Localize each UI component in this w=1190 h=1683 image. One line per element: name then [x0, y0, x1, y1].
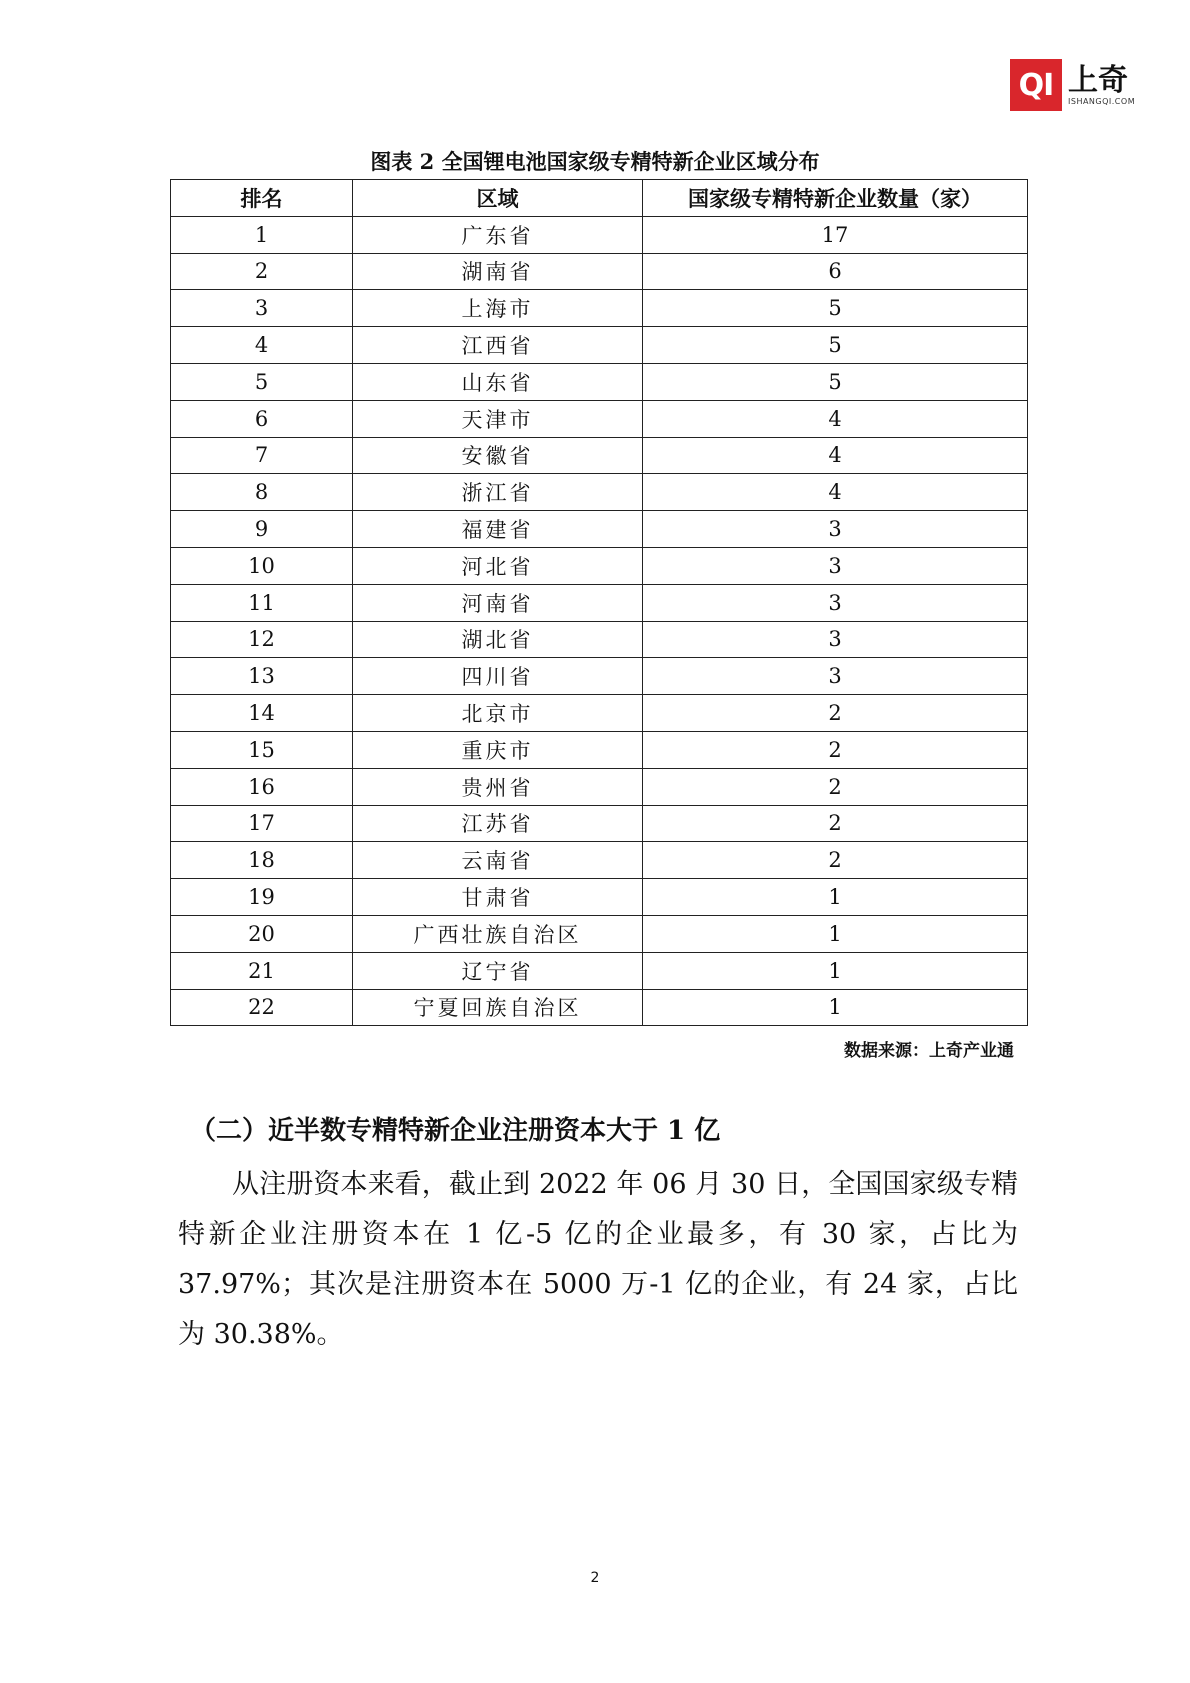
table-row: [171, 437, 1028, 474]
cell-region: 江苏省: [353, 805, 643, 842]
cell-count: 2: [643, 731, 1028, 768]
table-row: [171, 400, 1028, 437]
logo-mark: QI: [1010, 59, 1062, 111]
table-body: [171, 216, 1028, 1026]
table-row: [171, 511, 1028, 548]
cell-count: 1: [643, 915, 1028, 952]
cell-count: 3: [643, 658, 1028, 695]
cell-rank: 13: [171, 658, 353, 695]
cell-count: 3: [643, 547, 1028, 584]
table-header-row: [171, 180, 1028, 217]
cell-count: 4: [643, 400, 1028, 437]
logo-text: [1068, 62, 1136, 106]
cell-count: 5: [643, 327, 1028, 364]
cell-count: 6: [643, 253, 1028, 290]
cell-count: 2: [643, 768, 1028, 805]
table-row: [171, 290, 1028, 327]
cell-count: 1: [643, 952, 1028, 989]
cell-rank: 15: [171, 731, 353, 768]
table-row: [171, 363, 1028, 400]
cell-region: 辽宁省: [353, 952, 643, 989]
section-heading: （二）近半数专精特新企业注册资本大于 1 亿: [190, 1116, 721, 1146]
cell-rank: 3: [171, 290, 353, 327]
cell-rank: 11: [171, 584, 353, 621]
cell-region: 江西省: [353, 327, 643, 364]
table-row: [171, 915, 1028, 952]
cell-rank: 5: [171, 363, 353, 400]
table-row: [171, 216, 1028, 253]
cell-rank: 9: [171, 511, 353, 548]
cell-region: 四川省: [353, 658, 643, 695]
cell-rank: 8: [171, 474, 353, 511]
cell-rank: 1: [171, 216, 353, 253]
cell-count: 17: [643, 216, 1028, 253]
cell-region: 天津市: [353, 400, 643, 437]
cell-region: 重庆市: [353, 731, 643, 768]
table-title: 图表 2 全国锂电池国家级专精特新企业区域分布: [370, 149, 820, 174]
cell-rank: 2: [171, 253, 353, 290]
cell-count: 2: [643, 805, 1028, 842]
cell-rank: 19: [171, 879, 353, 916]
brand-logo: [1010, 58, 1135, 112]
cell-count: 2: [643, 695, 1028, 732]
body-paragraph: 从注册资本来看，截止到 2022 年 06 月 30 日，全国国家级专精特新企业注册资本在 1 亿-5 亿的企业最多，有 30 家，占比为 37.97%；其次是注册资本在 5000 万-1 亿的企业，有 24 家，占比为 30.38%。: [178, 1169, 1018, 1350]
logo-name: 上奇: [1068, 62, 1128, 98]
cell-rank: 21: [171, 952, 353, 989]
header-rank: 排名: [171, 180, 353, 217]
cell-rank: 12: [171, 621, 353, 658]
table-row: [171, 695, 1028, 732]
cell-region: 安徽省: [353, 437, 643, 474]
table-row: [171, 621, 1028, 658]
cell-region: 浙江省: [353, 474, 643, 511]
cell-rank: 20: [171, 915, 353, 952]
table-row: [171, 879, 1028, 916]
logo-url: ISHANGQI.COM: [1068, 96, 1136, 106]
cell-region: 广西壮族自治区: [353, 915, 643, 952]
cell-rank: 4: [171, 327, 353, 364]
data-source: 数据来源：上奇产业通: [844, 1041, 1014, 1061]
table-row: [171, 842, 1028, 879]
cell-count: 3: [643, 584, 1028, 621]
cell-region: 云南省: [353, 842, 643, 879]
cell-count: 1: [643, 989, 1028, 1026]
cell-rank: 7: [171, 437, 353, 474]
cell-rank: 6: [171, 400, 353, 437]
cell-region: 广东省: [353, 216, 643, 253]
cell-region: 贵州省: [353, 768, 643, 805]
cell-rank: 22: [171, 989, 353, 1026]
table-row: [171, 952, 1028, 989]
cell-region: 上海市: [353, 290, 643, 327]
cell-region: 湖南省: [353, 253, 643, 290]
table-row: [171, 805, 1028, 842]
cell-rank: 17: [171, 805, 353, 842]
cell-region: 北京市: [353, 695, 643, 732]
cell-count: 3: [643, 511, 1028, 548]
cell-region: 甘肃省: [353, 879, 643, 916]
cell-region: 河南省: [353, 584, 643, 621]
table-row: [171, 768, 1028, 805]
header-region: 区域: [353, 180, 643, 217]
cell-count: 5: [643, 363, 1028, 400]
region-distribution-table: [170, 179, 1028, 1026]
table-row: [171, 327, 1028, 364]
table-row: [171, 658, 1028, 695]
cell-rank: 10: [171, 547, 353, 584]
cell-region: 河北省: [353, 547, 643, 584]
cell-count: 2: [643, 842, 1028, 879]
cell-region: 福建省: [353, 511, 643, 548]
cell-rank: 16: [171, 768, 353, 805]
cell-region: 宁夏回族自治区: [353, 989, 643, 1026]
cell-count: 1: [643, 879, 1028, 916]
table-row: [171, 547, 1028, 584]
table-row: [171, 731, 1028, 768]
cell-rank: 14: [171, 695, 353, 732]
table-row: [171, 253, 1028, 290]
table-row: [171, 474, 1028, 511]
table-row: [171, 989, 1028, 1026]
cell-count: 4: [643, 437, 1028, 474]
cell-count: 3: [643, 621, 1028, 658]
page-number: 2: [590, 1570, 600, 1586]
cell-region: 山东省: [353, 363, 643, 400]
cell-rank: 18: [171, 842, 353, 879]
cell-region: 湖北省: [353, 621, 643, 658]
cell-count: 5: [643, 290, 1028, 327]
table-row: [171, 584, 1028, 621]
header-count: 国家级专精特新企业数量（家）: [643, 180, 1028, 217]
cell-count: 4: [643, 474, 1028, 511]
